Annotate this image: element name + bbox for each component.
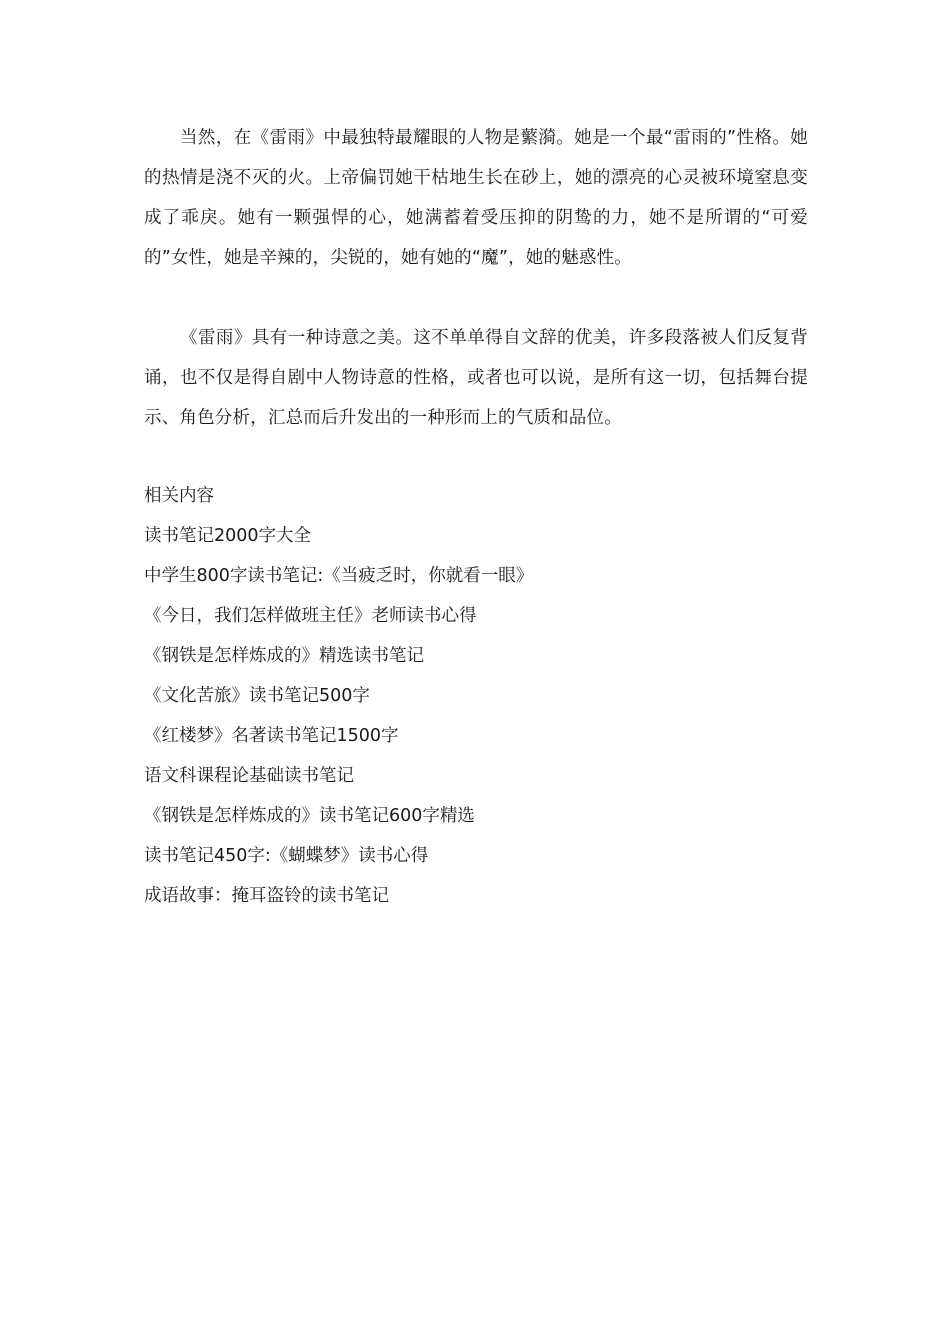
related-link[interactable]: 成语故事：掩耳盗铃的读书笔记 — [144, 886, 389, 906]
list-item — [144, 596, 808, 636]
list-item — [144, 716, 808, 756]
list-item — [144, 516, 808, 556]
document-body — [144, 118, 808, 916]
list-item — [144, 676, 808, 716]
related-link[interactable]: 语文科课程论基础读书笔记 — [144, 766, 354, 786]
related-content-list — [144, 516, 808, 916]
related-link[interactable]: 中学生800字读书笔记:《当疲乏时，你就看一眼》 — [144, 566, 534, 586]
list-item — [144, 636, 808, 676]
list-item — [144, 556, 808, 596]
related-link[interactable]: 《文化苦旅》读书笔记500字 — [144, 686, 370, 706]
related-link[interactable]: 《钢铁是怎样炼成的》读书笔记600字精选 — [144, 806, 475, 826]
related-link[interactable]: 《红楼梦》名著读书笔记1500字 — [144, 726, 399, 746]
paragraph-fanyi: 当然，在《雷雨》中最独特最耀眼的人物是蘩漪。她是一个最“雷雨的”性格。她的热情是浇不灭的火。上帝偏罚她干枯地生长在砂上，她的漂亮的心灵被环境窒息变成了乖戾。她有一颗强悍的心，她满蓄着受压抑的阴鸷的力，她不是所谓的“可爱的”女性，她是辛辣的，尖锐的，她有她的“魔”，她的魅惑性。 — [144, 128, 808, 268]
related-content-heading: 相关内容 — [144, 486, 214, 506]
related-link[interactable]: 《钢铁是怎样炼成的》精选读书笔记 — [144, 646, 424, 666]
list-item — [144, 796, 808, 836]
list-item — [144, 836, 808, 876]
related-link[interactable]: 《今日，我们怎样做班主任》老师读书心得 — [144, 606, 477, 626]
related-link[interactable]: 读书笔记2000字大全 — [144, 526, 312, 546]
related-link[interactable]: 读书笔记450字:《蝴蝶梦》读书心得 — [144, 846, 429, 866]
list-item — [144, 756, 808, 796]
paragraph-poetic-beauty: 《雷雨》具有一种诗意之美。这不单单得自文辞的优美，许多段落被人们反复背诵，也不仅是得自剧中人物诗意的性格，或者也可以说，是所有这一切，包括舞台提示、角色分析，汇总而后升发出的一种形而上的气质和品位。 — [144, 328, 808, 428]
list-item — [144, 876, 808, 916]
